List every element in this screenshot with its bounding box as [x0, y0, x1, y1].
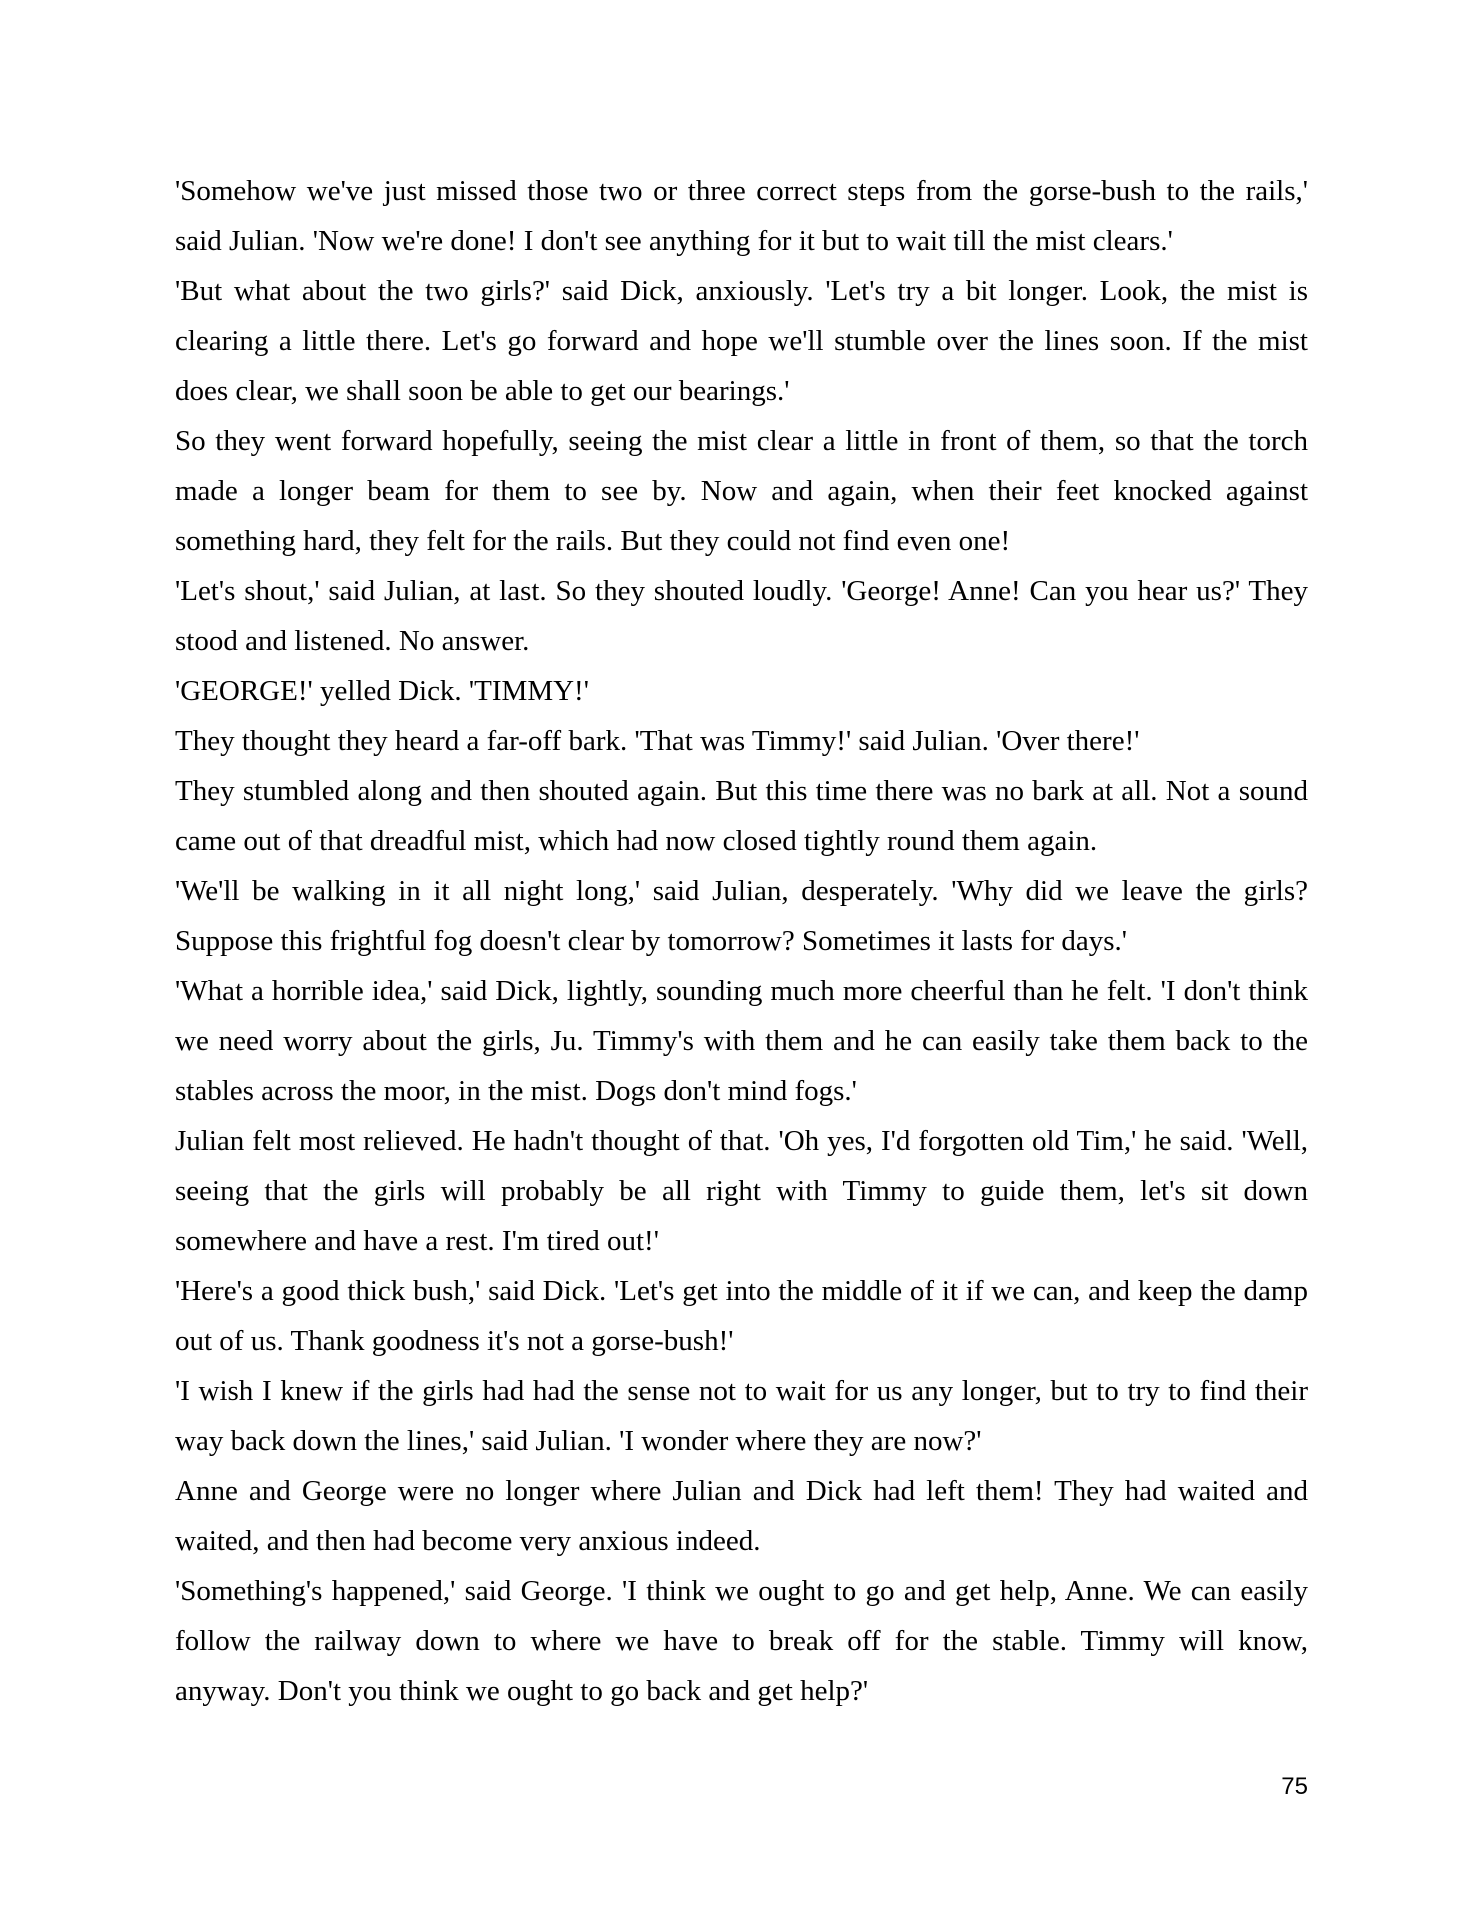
text-line: came out of that dreadful mist, which had now closed tightly round them again.: [175, 825, 1098, 857]
text-line: something hard, they felt for the rails. But they could not find even one!: [175, 525, 1011, 557]
text-line: waited, and then had become very anxious indeed.: [175, 1525, 761, 1557]
paragraph: [175, 416, 1308, 566]
paragraph: [175, 766, 1308, 866]
text-line: 'But what about the two girls?' said Dick, anxiously. 'Let's try a bit longer. Look, the mist is: [175, 275, 1308, 307]
paragraph: [175, 966, 1308, 1116]
text-line: out of us. Thank goodness it's not a gorse-bush!': [175, 1325, 734, 1357]
text-line: They stumbled along and then shouted again. But this time there was no bark at all. Not a sound: [175, 775, 1308, 807]
text-line: Suppose this frightful fog doesn't clear by tomorrow? Sometimes it lasts for days.': [175, 925, 1128, 957]
text-line: So they went forward hopefully, seeing the mist clear a little in front of them, so that the torch: [175, 425, 1308, 457]
paragraph: [175, 1116, 1308, 1266]
text-line: anyway. Don't you think we ought to go back and get help?': [175, 1675, 869, 1707]
paragraph: [175, 1366, 1308, 1466]
text-line: Julian felt most relieved. He hadn't thought of that. 'Oh yes, I'd forgotten old Tim,' he said. 'Well,: [175, 1125, 1308, 1157]
paragraph: [175, 1566, 1308, 1716]
paragraph: [175, 166, 1308, 266]
text-line: 'We'll be walking in it all night long,' said Julian, desperately. 'Why did we leave the girls?: [175, 875, 1308, 907]
text-line: does clear, we shall soon be able to get our bearings.': [175, 375, 790, 407]
text-line: made a longer beam for them to see by. Now and again, when their feet knocked against: [175, 475, 1308, 507]
text-line: 'What a horrible idea,' said Dick, lightly, sounding much more cheerful than he felt. 'I don't think: [175, 975, 1308, 1007]
text-line: follow the railway down to where we have to break off for the stable. Timmy will know,: [175, 1625, 1308, 1657]
paragraph: [175, 266, 1308, 416]
text-line: 'Here's a good thick bush,' said Dick. 'Let's get into the middle of it if we can, and keep the damp: [175, 1275, 1308, 1307]
text-line: way back down the lines,' said Julian. 'I wonder where they are now?': [175, 1425, 982, 1457]
text-line: said Julian. 'Now we're done! I don't see anything for it but to wait till the mist clears.': [175, 225, 1173, 257]
text-line: Anne and George were no longer where Julian and Dick had left them! They had waited and: [175, 1475, 1308, 1507]
paragraph: [175, 666, 1308, 716]
text-line: stables across the moor, in the mist. Dogs don't mind fogs.': [175, 1075, 857, 1107]
paragraph: [175, 866, 1308, 966]
text-line: clearing a little there. Let's go forward and hope we'll stumble over the lines soon. If the mist: [175, 325, 1308, 357]
text-line: 'GEORGE!' yelled Dick. 'TIMMY!': [175, 675, 589, 707]
text-line: They thought they heard a far-off bark. 'That was Timmy!' said Julian. 'Over there!': [175, 725, 1140, 757]
text-line: 'I wish I knew if the girls had had the sense not to wait for us any longer, but to try to find their: [175, 1375, 1308, 1407]
text-line: 'Let's shout,' said Julian, at last. So they shouted loudly. 'George! Anne! Can you hear us?' They: [175, 575, 1308, 607]
text-line: stood and listened. No answer.: [175, 625, 530, 657]
body-text: [175, 166, 1308, 1716]
page-number: 75: [1281, 1773, 1308, 1800]
paragraph: [175, 566, 1308, 666]
text-line: 'Something's happened,' said George. 'I think we ought to go and get help, Anne. We can easily: [175, 1575, 1308, 1607]
paragraph: [175, 1266, 1308, 1366]
text-line: somewhere and have a rest. I'm tired out!': [175, 1225, 659, 1257]
text-line: 'Somehow we've just missed those two or three correct steps from the gorse-bush to the rails,': [175, 175, 1308, 207]
paragraph: [175, 716, 1308, 766]
text-line: we need worry about the girls, Ju. Timmy's with them and he can easily take them back to the: [175, 1025, 1308, 1057]
paragraph: [175, 1466, 1308, 1566]
text-line: seeing that the girls will probably be all right with Timmy to guide them, let's sit down: [175, 1175, 1308, 1207]
